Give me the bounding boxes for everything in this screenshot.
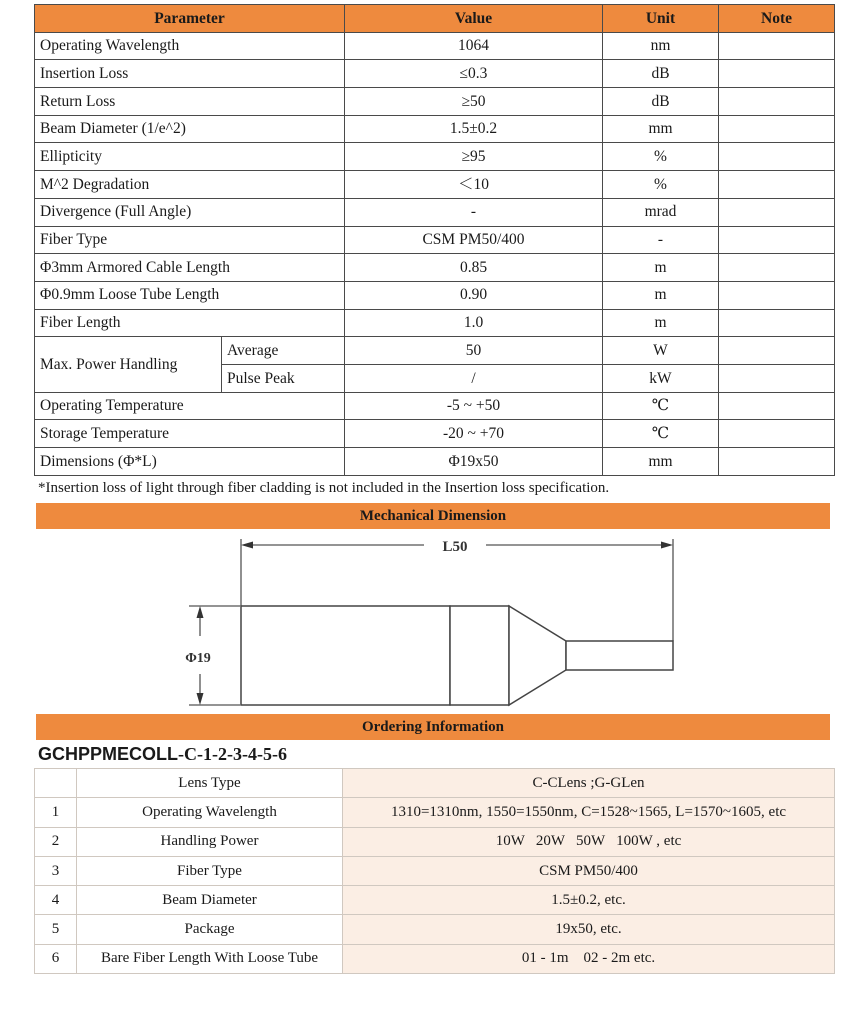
collimator-sleeve	[450, 606, 509, 705]
spec-parameter: Fiber Type	[35, 226, 345, 254]
ordering-code-suffix: -C-1-2-3-4-5-6	[178, 744, 287, 764]
spec-parameter: Operating Temperature	[35, 392, 345, 420]
spec-row	[35, 143, 835, 171]
ordering-options: 1.5±0.2, etc.	[343, 886, 835, 915]
arrow-right	[661, 542, 673, 549]
fiber-tube	[566, 641, 673, 670]
spec-row	[35, 281, 835, 309]
spec-value: -	[345, 198, 603, 226]
ordering-table	[34, 768, 835, 974]
mechanical-drawing	[0, 529, 845, 714]
spec-note	[719, 364, 835, 392]
ordering-options: 19x50, etc.	[343, 915, 835, 944]
ordering-num: 1	[35, 798, 77, 827]
arrow-left	[241, 542, 253, 549]
header-unit: Unit	[603, 5, 719, 33]
spec-row	[35, 171, 835, 199]
spec-table	[34, 4, 835, 476]
spec-unit: mrad	[603, 198, 719, 226]
header-parameter: Parameter	[35, 5, 345, 33]
spec-unit: ℃	[603, 420, 719, 448]
ordering-field: Beam Diameter	[77, 886, 343, 915]
spec-parameter: Φ0.9mm Loose Tube Length	[35, 281, 345, 309]
spec-value: 1.5±0.2	[345, 115, 603, 143]
spec-note	[719, 420, 835, 448]
spec-parameter: Φ3mm Armored Cable Length	[35, 254, 345, 282]
spec-unit: dB	[603, 60, 719, 88]
spec-unit: m	[603, 254, 719, 282]
spec-unit: mm	[603, 115, 719, 143]
spec-note	[719, 392, 835, 420]
ordering-row	[35, 769, 835, 798]
spec-parameter: M^2 Degradation	[35, 171, 345, 199]
spec-value: CSM PM50/400	[345, 226, 603, 254]
ordering-row	[35, 798, 835, 827]
spec-value-peak: /	[345, 364, 603, 392]
ordering-row	[35, 827, 835, 856]
header-note: Note	[719, 5, 835, 33]
spec-row	[35, 32, 835, 60]
ordering-options: 10W 20W 50W 100W , etc	[343, 827, 835, 856]
spec-unit: dB	[603, 88, 719, 116]
spec-row	[35, 392, 835, 420]
spec-note	[719, 309, 835, 337]
spec-value: 1.0	[345, 309, 603, 337]
ordering-information-title: Ordering Information	[36, 714, 830, 740]
spec-unit: %	[603, 171, 719, 199]
ordering-num	[35, 769, 77, 798]
spec-note	[719, 115, 835, 143]
spec-parameter: Operating Wavelength	[35, 32, 345, 60]
collimator-taper	[509, 606, 566, 705]
spec-parameter-power: Max. Power Handling	[35, 337, 222, 392]
ordering-field: Fiber Type	[77, 856, 343, 885]
spec-note	[719, 171, 835, 199]
spec-unit-average: W	[603, 337, 719, 365]
spec-unit: ℃	[603, 392, 719, 420]
spec-unit-peak: kW	[603, 364, 719, 392]
spec-note	[719, 88, 835, 116]
spec-sub-label-average: Average	[222, 337, 345, 365]
ordering-options: C-CLens ;G-GLen	[343, 769, 835, 798]
spec-parameter: Return Loss	[35, 88, 345, 116]
spec-row	[35, 309, 835, 337]
spec-value-average: 50	[345, 337, 603, 365]
spec-parameter: Beam Diameter (1/e^2)	[35, 115, 345, 143]
spec-value: 0.85	[345, 254, 603, 282]
ordering-num: 6	[35, 944, 77, 973]
spec-header-row	[35, 5, 835, 33]
spec-unit: -	[603, 226, 719, 254]
ordering-num: 3	[35, 856, 77, 885]
arrow-bottom	[197, 693, 204, 705]
spec-row	[35, 420, 835, 448]
spec-unit: m	[603, 281, 719, 309]
arrow-top	[197, 606, 204, 618]
header-value: Value	[345, 5, 603, 33]
ordering-field: Bare Fiber Length With Loose Tube	[77, 944, 343, 973]
ordering-row	[35, 856, 835, 885]
spec-parameter: Dimensions (Φ*L)	[35, 448, 345, 476]
spec-note	[719, 143, 835, 171]
spec-note	[719, 60, 835, 88]
ordering-code	[38, 744, 287, 765]
ordering-row	[35, 944, 835, 973]
ordering-row	[35, 915, 835, 944]
spec-note	[719, 281, 835, 309]
spec-row	[35, 254, 835, 282]
length-label: L50	[442, 539, 468, 555]
spec-value: ≥95	[345, 143, 603, 171]
spec-row	[35, 226, 835, 254]
spec-sub-label-peak: Pulse Peak	[222, 364, 345, 392]
ordering-field: Handling Power	[77, 827, 343, 856]
spec-value: Φ19x50	[345, 448, 603, 476]
spec-row	[35, 60, 835, 88]
spec-row	[35, 448, 835, 476]
spec-parameter: Storage Temperature	[35, 420, 345, 448]
spec-value: -5 ~ +50	[345, 392, 603, 420]
spec-note	[719, 337, 835, 365]
spec-row	[35, 115, 835, 143]
spec-row	[35, 88, 835, 116]
spec-note	[719, 254, 835, 282]
spec-note	[719, 198, 835, 226]
mechanical-dimension-title: Mechanical Dimension	[36, 503, 830, 529]
ordering-num: 4	[35, 886, 77, 915]
ordering-field: Lens Type	[77, 769, 343, 798]
ordering-options: 1310=1310nm, 1550=1550nm, C=1528~1565, L=1570~1605, etc	[343, 798, 835, 827]
spec-parameter: Ellipticity	[35, 143, 345, 171]
spec-value: -20 ~ +70	[345, 420, 603, 448]
spec-parameter: Divergence (Full Angle)	[35, 198, 345, 226]
footnote: *Insertion loss of light through fiber cladding is not included in the Insertion loss specification.	[38, 480, 610, 496]
ordering-field: Package	[77, 915, 343, 944]
spec-note	[719, 32, 835, 60]
spec-row-power-average	[35, 337, 835, 365]
spec-parameter: Fiber Length	[35, 309, 345, 337]
spec-parameter: Insertion Loss	[35, 60, 345, 88]
ordering-row	[35, 886, 835, 915]
diameter-label: Φ19	[185, 651, 211, 666]
spec-note	[719, 448, 835, 476]
collimator-body	[241, 606, 450, 705]
spec-unit: m	[603, 309, 719, 337]
ordering-num: 5	[35, 915, 77, 944]
ordering-num: 2	[35, 827, 77, 856]
spec-value: 1064	[345, 32, 603, 60]
spec-value: ≤0.3	[345, 60, 603, 88]
ordering-options: 01 - 1m 02 - 2m etc.	[343, 944, 835, 973]
spec-unit: %	[603, 143, 719, 171]
spec-unit: nm	[603, 32, 719, 60]
spec-value: 0.90	[345, 281, 603, 309]
spec-unit: mm	[603, 448, 719, 476]
ordering-options: CSM PM50/400	[343, 856, 835, 885]
spec-note	[719, 226, 835, 254]
ordering-code-prefix: GCHPPMECOLL	[38, 744, 179, 764]
spec-value: ＜10	[345, 171, 603, 199]
spec-row	[35, 198, 835, 226]
ordering-field: Operating Wavelength	[77, 798, 343, 827]
spec-value: ≥50	[345, 88, 603, 116]
